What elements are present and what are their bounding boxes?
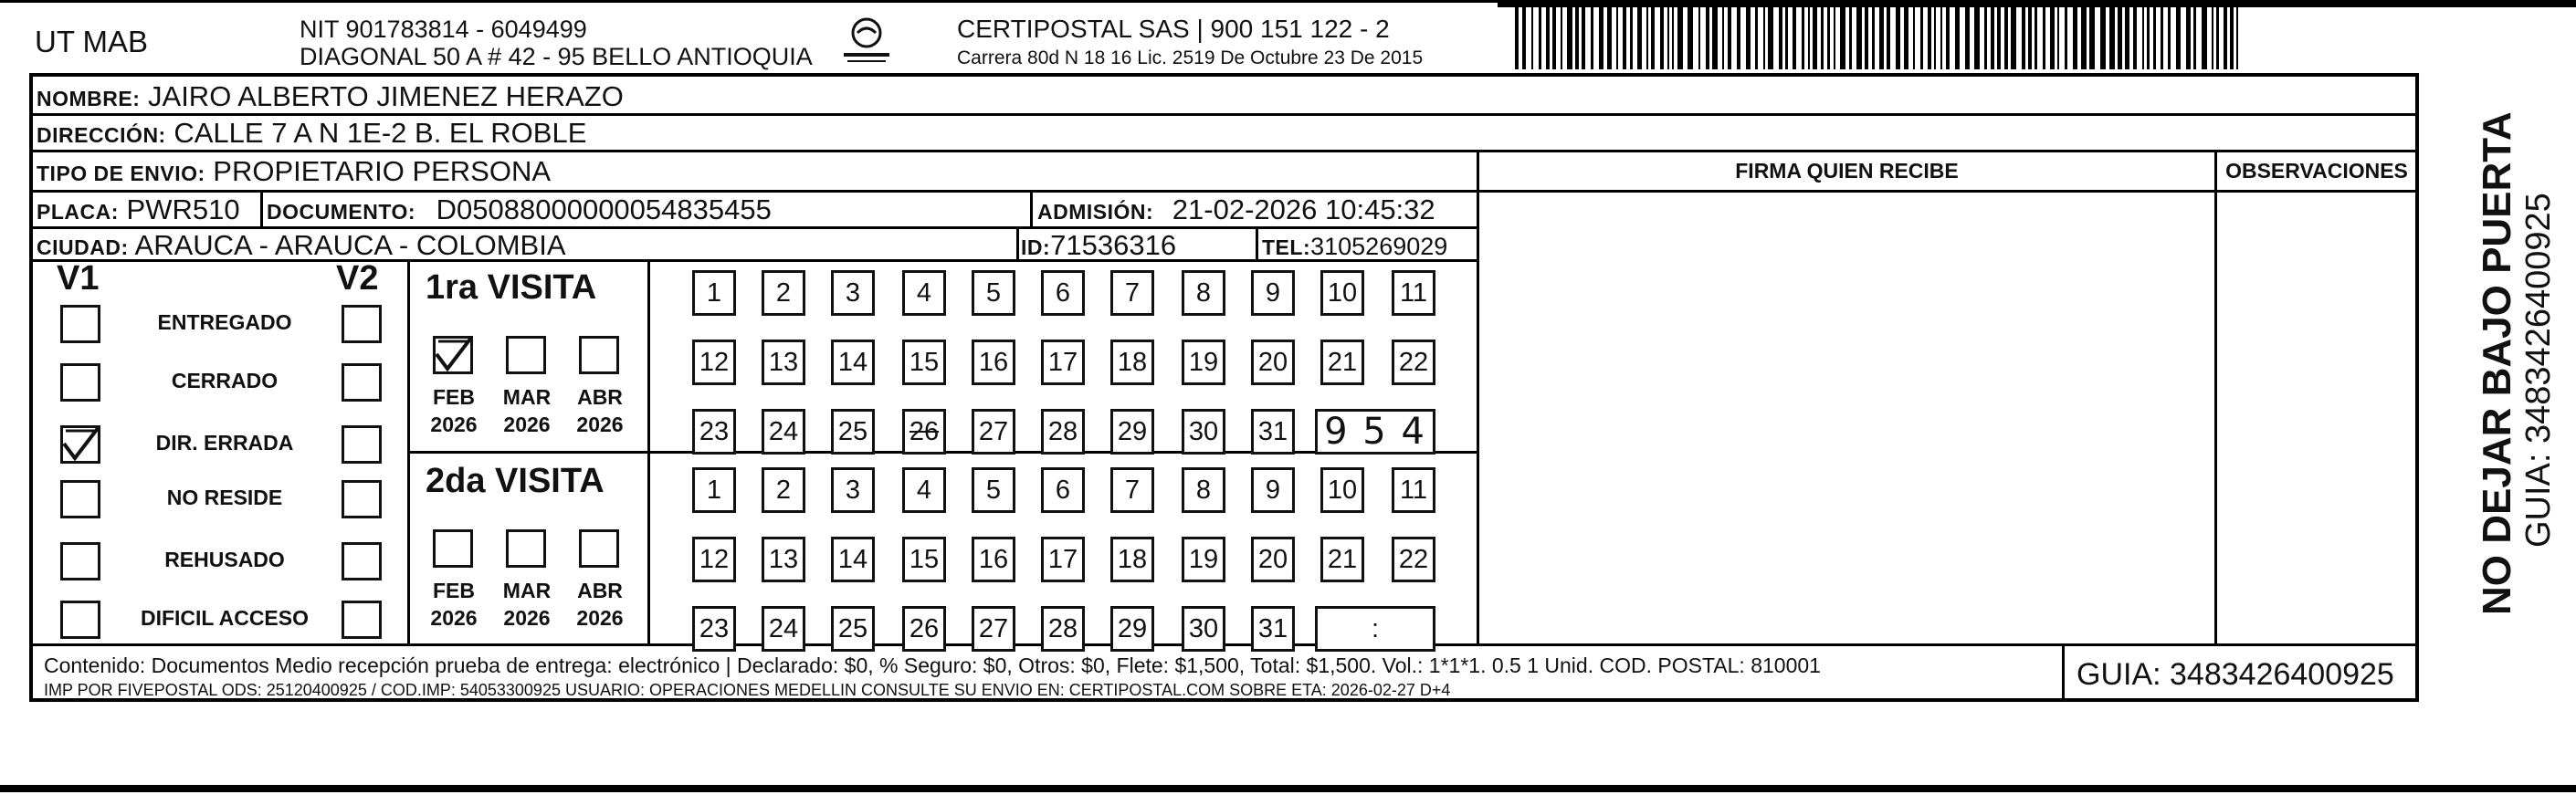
day-box[interactable]: 21 (1320, 537, 1364, 582)
barcode-bar (2125, 5, 2129, 69)
day-box[interactable]: 25 (831, 606, 875, 652)
barcode-bar (1913, 5, 1915, 69)
day-box[interactable]: 12 (692, 537, 736, 582)
barcode-bar (2193, 5, 2196, 69)
barcode-bar (1785, 5, 1788, 69)
barcode-bar (1940, 5, 1942, 69)
barcode-bar (2186, 5, 2191, 69)
day-box[interactable]: 7 (1110, 467, 1154, 513)
v1-label: V1 (57, 259, 100, 298)
barcode-bar (1768, 5, 1773, 69)
col-line (1256, 226, 1258, 261)
year-label: 2026 (576, 606, 624, 630)
day-box[interactable]: 20 (1251, 537, 1295, 582)
barcode-bar (1904, 5, 1908, 69)
barcode-bar (1946, 5, 1950, 69)
v1-checkbox[interactable] (60, 601, 100, 639)
status-option-label: DIFICIL ACCESO (140, 606, 309, 630)
top-thick-rule (1498, 0, 2576, 7)
barcode-bar (1763, 5, 1765, 69)
day-box[interactable]: 31 (1251, 606, 1295, 652)
v2-checkbox[interactable] (342, 480, 382, 518)
barcode-bar (2043, 5, 2045, 69)
barcode-bar (1802, 5, 1804, 69)
day-box[interactable]: 3 (831, 467, 875, 513)
company-address: DIAGONAL 50 A # 42 - 95 BELLO ANTIOQUIA (300, 43, 813, 70)
month-checkbox[interactable] (433, 529, 473, 568)
barcode-bar (2073, 5, 2077, 69)
day-box[interactable]: 8 (1182, 467, 1225, 513)
v2-checkbox[interactable] (342, 601, 382, 639)
col-line (1016, 226, 1019, 261)
barcode-bar (1984, 5, 1987, 69)
day-box[interactable]: 29 (1110, 409, 1154, 455)
day-box[interactable]: 7 (1110, 270, 1154, 316)
tel-field: TEL:3105269029 (1262, 233, 1448, 260)
barcode-bar (1539, 5, 1541, 69)
barcode-bar (1879, 5, 1884, 69)
barcode-bar (1623, 5, 1626, 69)
barcode-bar (1651, 5, 1655, 69)
barcode-bar (1746, 5, 1751, 69)
day-box[interactable]: 3 (831, 270, 875, 316)
barcode-bar (1515, 5, 1519, 69)
v1-checkbox[interactable] (60, 542, 100, 580)
day-box[interactable]: 23 (692, 409, 736, 455)
barcode-bar (1712, 5, 1718, 69)
day-box[interactable]: 19 (1182, 340, 1225, 385)
barcode-bar (1896, 5, 1900, 69)
barcode-bar (1522, 5, 1526, 69)
year-label: 2026 (430, 413, 478, 436)
day-box[interactable]: 31 (1251, 409, 1295, 455)
year-label: 2026 (430, 606, 478, 630)
day-box[interactable]: 18 (1110, 340, 1154, 385)
day-box[interactable]: 24 (762, 606, 805, 652)
top-rule (0, 0, 1498, 3)
barcode-bar (1737, 5, 1740, 69)
barcode-bar (1546, 5, 1550, 69)
barcode-bar (1672, 5, 1674, 69)
barcode-bar (1991, 5, 1994, 69)
barcode-bar (2089, 5, 2095, 69)
barcode-bar (1920, 5, 1923, 69)
day-box[interactable]: 22 (1392, 537, 1435, 582)
barcode-bar (1856, 5, 1862, 69)
barcode-bar (2081, 5, 2087, 69)
barcode-bar (1887, 5, 1890, 69)
day-box[interactable]: 16 (972, 340, 1015, 385)
year-label: 2026 (576, 413, 624, 436)
admision-field: ADMISIÓN: 21-02-2026 10:45:32 (1037, 193, 1435, 225)
day-box[interactable]: 8 (1182, 270, 1225, 316)
month-label: ABR (577, 579, 623, 602)
day-box[interactable]: 27 (972, 409, 1015, 455)
barcode-bar (1955, 5, 1960, 69)
ciudad-field: CIUDAD: ARAUCA - ARAUCA - COLOMBIA (37, 229, 566, 261)
barcode-bar (2133, 5, 2137, 69)
barcode-bar (1698, 5, 1700, 69)
barcode-bar (2050, 5, 2055, 69)
day-box[interactable]: 1 (692, 467, 736, 513)
status-option-label: CERRADO (171, 369, 279, 392)
documento-field: DOCUMENTO: D05088000000054835455 (267, 193, 772, 225)
barcode-bar (2176, 5, 2181, 69)
barcode-bar (2212, 5, 2213, 69)
day-box[interactable]: 25 (831, 409, 875, 455)
v2-label: V2 (336, 259, 379, 298)
day-box[interactable]: 30 (1182, 409, 1225, 455)
barcode-bar (2022, 5, 2025, 69)
day-box[interactable]: 15 (902, 537, 946, 582)
barcode-bar (1934, 5, 1936, 69)
v1-checkbox[interactable] (60, 480, 100, 518)
day-box[interactable]: 5 (972, 467, 1015, 513)
visita2-title: 2da VISITA (426, 462, 605, 500)
day-box[interactable]: 2 (762, 270, 805, 316)
barcode-bar (1755, 5, 1758, 69)
month-label: MAR (502, 579, 552, 602)
v1-checkbox[interactable] (60, 305, 100, 343)
status-option-label: NO RESIDE (166, 486, 283, 509)
col-line (260, 190, 263, 228)
barcode-bar (2161, 5, 2163, 69)
col-line (647, 261, 650, 644)
day-box[interactable]: 10 (1320, 270, 1364, 316)
barcode-bar (2065, 5, 2067, 69)
barcode-bar (1706, 5, 1709, 69)
v2-checkbox[interactable] (342, 542, 382, 580)
day-box[interactable]: 4 (902, 467, 946, 513)
guia-box: GUIA: 3483426400925 (2077, 657, 2394, 692)
barcode-bar (1865, 5, 1868, 69)
day-box[interactable]: 22 (1392, 340, 1435, 385)
barcode-bar (1607, 5, 1612, 69)
col-line (1030, 190, 1033, 228)
barcode-bar (1827, 5, 1830, 69)
barcode-bar (1728, 5, 1731, 69)
row-line (29, 190, 1477, 193)
col-line (1477, 152, 1479, 644)
barcode-bar (1813, 5, 1817, 69)
day-box[interactable]: 15 (902, 340, 946, 385)
barcode-icon (1511, 5, 2247, 69)
col-line (2214, 152, 2217, 644)
day-box[interactable]: 23 (692, 606, 736, 652)
barcode-bar (1616, 5, 1618, 69)
barcode-bar (2202, 5, 2207, 69)
month-checkbox[interactable] (579, 529, 619, 568)
barcode-bar (1688, 5, 1693, 69)
day-box[interactable]: 6 (1041, 270, 1085, 316)
day-box[interactable]: 2 (762, 467, 805, 513)
month-label: FEB (433, 579, 475, 602)
barcode-bar (1561, 5, 1562, 69)
col-line (2062, 643, 2065, 700)
day-box[interactable]: 12 (692, 340, 736, 385)
barcode-bar (2224, 5, 2227, 69)
observaciones-header: OBSERVACIONES (2225, 159, 2408, 183)
day-box[interactable]: 30 (1182, 606, 1225, 652)
barcode-bar (1974, 5, 1980, 69)
barcode-bar (1722, 5, 1724, 69)
barcode-bar (2004, 5, 2008, 69)
barcode-bar (1637, 5, 1642, 69)
barcode-bar (1599, 5, 1603, 69)
company-nit: NIT 901783814 - 6049499 (300, 16, 587, 43)
footer-contenido: Contenido: Documentos Medio recepción prueba de entrega: electrónico | Declarado: $0, % Seguro: $0, Otros: $0, Flete: $1,500, Total: $1,500. Vol.: 1*1*1. 0.5 1 Unid. COD. POSTAL: 810001 (44, 653, 1821, 677)
day-box[interactable]: 11 (1392, 270, 1435, 316)
status-option-label: DIR. ERRADA (155, 431, 294, 455)
day-box[interactable]: 1 (692, 270, 736, 316)
day-box[interactable]: 28 (1041, 409, 1085, 455)
month-checkbox[interactable] (579, 336, 619, 374)
barcode-bar (1582, 5, 1585, 69)
barcode-bar (1793, 5, 1796, 69)
day-box[interactable]: 10 (1320, 467, 1364, 513)
day-box[interactable]: 13 (762, 537, 805, 582)
month-checkbox[interactable] (506, 529, 546, 568)
barcode-bar (1965, 5, 1970, 69)
v1-checkbox[interactable] (60, 425, 100, 464)
day-box[interactable]: 27 (972, 606, 1015, 652)
year-label: 2026 (503, 606, 551, 630)
barcode-bar (1567, 5, 1572, 69)
barcode-bar (1779, 5, 1782, 69)
day-box[interactable]: 26 (902, 606, 946, 652)
barcode-bar (1531, 5, 1533, 69)
v2-checkbox[interactable] (342, 305, 382, 343)
day-box[interactable]: 20 (1251, 340, 1295, 385)
barcode-bar (1591, 5, 1593, 69)
barcode-bar (1997, 5, 2001, 69)
barcode-bar (2230, 5, 2234, 69)
time-box[interactable]: 9 5 4 (1315, 409, 1435, 455)
day-box[interactable]: 16 (972, 537, 1015, 582)
nombre-field: NOMBRE: JAIRO ALBERTO JIMENEZ HERAZO (37, 80, 624, 112)
day-box[interactable]: 11 (1392, 467, 1435, 513)
day-box[interactable]: 17 (1041, 340, 1085, 385)
id-field: ID:71536316 (1021, 229, 1177, 261)
day-box[interactable]: 14 (831, 340, 875, 385)
month-label: MAR (502, 385, 552, 409)
barcode-bar (2236, 5, 2238, 69)
barcode-bar (2118, 5, 2122, 69)
v1-checkbox[interactable] (60, 363, 100, 402)
barcode-bar (2028, 5, 2032, 69)
barcode-bar (2109, 5, 2115, 69)
barcode-bar (2035, 5, 2037, 69)
frame-top (29, 73, 2417, 77)
day-box[interactable]: 9 (1251, 270, 1295, 316)
time-box[interactable]: : (1315, 606, 1435, 652)
day-box[interactable]: 14 (831, 537, 875, 582)
day-box[interactable]: 9 (1251, 467, 1295, 513)
barcode-bar (1677, 5, 1683, 69)
barcode-bar (2216, 5, 2219, 69)
barcode-bar (1840, 5, 1845, 69)
day-box[interactable]: 13 (762, 340, 805, 385)
barcode-bar (2011, 5, 2016, 69)
barcode-bar (2153, 5, 2156, 69)
row-line (1477, 190, 2417, 193)
day-box[interactable]: 5 (972, 270, 1015, 316)
barcode-bar (1646, 5, 1648, 69)
status-option-label: REHUSADO (164, 548, 285, 571)
barcode-bar (1849, 5, 1852, 69)
barcode-bar (1928, 5, 1931, 69)
direccion-field: DIRECCIÓN: CALLE 7 A N 1E-2 B. EL ROBLE (37, 117, 587, 149)
barcode-bar (1667, 5, 1669, 69)
barcode-bar (2100, 5, 2106, 69)
frame-left (29, 73, 33, 700)
day-box[interactable]: 24 (762, 409, 805, 455)
barcode-bar (2168, 5, 2171, 69)
company-name: UT MAB (35, 25, 149, 58)
v2-checkbox[interactable] (342, 363, 382, 402)
barcode-bar (1575, 5, 1579, 69)
day-box[interactable]: 18 (1110, 537, 1154, 582)
barcode-bar (2147, 5, 2150, 69)
day-box[interactable]: 6 (1041, 467, 1085, 513)
day-box[interactable]: 4 (902, 270, 946, 316)
v2-checkbox[interactable] (342, 425, 382, 464)
tipo-envio-field: TIPO DE ENVIO: PROPIETARIO PERSONA (37, 155, 552, 187)
month-checkbox[interactable] (433, 336, 473, 374)
bottom-rule (0, 785, 2576, 792)
day-box[interactable]: 19 (1182, 537, 1225, 582)
status-option-label: ENTREGADO (157, 310, 292, 334)
footer-imp: IMP POR FIVEPOSTAL ODS: 25120400925 / COD.IMP: 54053300925 USUARIO: OPERACIONES MEDELLIN CONSULTE SU ENVIO EN: CERTIPOSTAL.COM SOBRE ETA: 2026-02-27 D+4 (44, 681, 1451, 699)
barcode-bar (1552, 5, 1556, 69)
day-box[interactable]: 26 (902, 409, 946, 455)
barcode-bar (1821, 5, 1824, 69)
barcode-bar (1834, 5, 1835, 69)
month-checkbox[interactable] (506, 336, 546, 374)
certipostal-logo-icon (838, 16, 895, 68)
day-box[interactable]: 29 (1110, 606, 1154, 652)
year-label: 2026 (503, 413, 551, 436)
barcode-bar (1660, 5, 1664, 69)
day-box[interactable]: 21 (1320, 340, 1364, 385)
barcode-bar (2142, 5, 2144, 69)
placa-field: PLACA: PWR510 (37, 193, 240, 225)
firma-header: FIRMA QUIEN RECIBE (1735, 159, 1959, 183)
visita1-title: 1ra VISITA (426, 268, 597, 307)
month-label: FEB (433, 385, 475, 409)
barcode-bar (1630, 5, 1633, 69)
day-box[interactable]: 17 (1041, 537, 1085, 582)
month-label: ABR (577, 385, 623, 409)
day-box[interactable]: 28 (1041, 606, 1085, 652)
carrier-line2: Carrera 80d N 18 16 Lic. 2519 De Octubre 23 De 2015 (957, 47, 1424, 68)
barcode-bar (1808, 5, 1810, 69)
carrier-line1: CERTIPOSTAL SAS | 900 151 122 - 2 (957, 15, 1390, 43)
barcode-bar (1872, 5, 1875, 69)
barcode-bar (2057, 5, 2059, 69)
